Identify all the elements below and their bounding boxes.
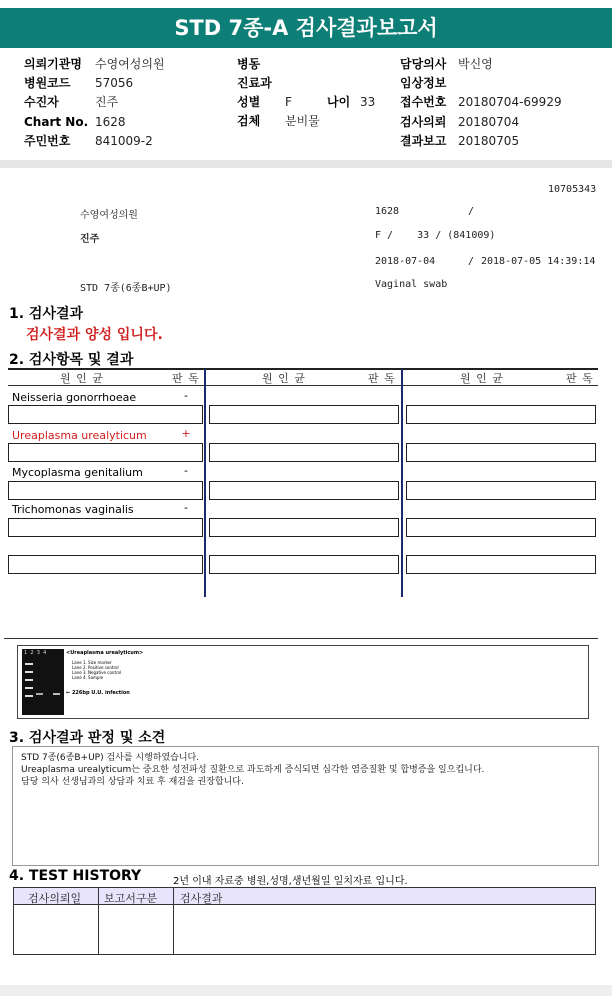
chart-label: Chart No. [24, 115, 89, 129]
organism-result: - [184, 389, 188, 402]
gel-band [36, 693, 43, 695]
opinion-box [12, 746, 599, 866]
header-row-patient [24, 93, 119, 111]
results-col-divider-1 [204, 369, 206, 597]
age-label: 나이 [327, 95, 351, 109]
gel-band [25, 663, 33, 665]
col-organism-2: 원 인 균 [262, 372, 306, 385]
header-row-requested [400, 113, 520, 131]
patient-value: 진주 [95, 95, 119, 109]
report-code: 10705343 [548, 184, 597, 195]
meta-chart: 1628 [375, 206, 400, 217]
gel-legend [72, 660, 121, 680]
header-right [400, 55, 562, 150]
doctor-value: 박신영 [458, 57, 493, 71]
requested-label: 검사의뢰 [400, 115, 447, 129]
gel-band-label-text: 226bp U.U. infection [71, 690, 130, 696]
result-cell-box [406, 481, 596, 500]
result-cell-box [406, 405, 596, 424]
col-judge-3: 판 독 [566, 372, 594, 385]
result-cell-box [406, 518, 596, 537]
meta-sex-age: F / 33 / (841009) [375, 230, 496, 241]
arrow-left-icon: ← [66, 690, 71, 696]
requested-value: 20180704 [458, 115, 520, 129]
meta-patient: 진주 [80, 234, 100, 245]
footer-band [0, 985, 612, 996]
reported-value: 20180705 [458, 134, 520, 148]
gel-legend-item: Lane 2. Positive control [72, 665, 119, 670]
meta-date-received: 2018-07-04 [375, 256, 436, 267]
gel-band-label [66, 690, 130, 696]
opinion-line: Ureaplasma urealyticum는 중요한 성전파성 질환으로 과도하게 증식되면 심각한 염증질환 및 합병증을 일으킵니다. [21, 765, 485, 775]
gel-band [25, 695, 33, 697]
organism-name: Neisseria gonorrhoeae [12, 391, 137, 404]
result-cell-box [8, 555, 203, 574]
history-col-result: 검사결과 [180, 892, 223, 905]
opinion-line: 담당 의사 선생님과의 상담과 치료 후 재검을 권장합니다. [21, 777, 244, 787]
gel-title: <Ureaplasma urealyticum> [66, 650, 144, 656]
overall-result: 검사결과 양성 입니다. [26, 327, 163, 343]
history-table-header [14, 888, 595, 905]
result-cell-box [8, 518, 203, 537]
header-row-institution [24, 55, 165, 73]
gel-electrophoresis-image [22, 649, 64, 715]
header-row-doctor [400, 55, 493, 73]
gel-lane-numbers: 1 2 3 4 [24, 650, 47, 656]
report-title: STD 7종-A 검사결과보고서 [0, 8, 612, 48]
institution-value: 수영여성의원 [95, 57, 165, 71]
gel-image-panel [17, 645, 589, 719]
history-col-date: 검사의뢰일 [28, 892, 82, 905]
gel-legend-item: Lane 1. Size marker [72, 660, 112, 665]
hospital-code-value: 57056 [95, 76, 134, 90]
doctor-label: 담당의사 [400, 57, 447, 71]
specimen-label: 검체 [237, 114, 261, 128]
institution-label: 의뢰기관명 [24, 57, 82, 71]
hospital-code-label: 병원코드 [24, 76, 71, 90]
result-cell-box [8, 481, 203, 500]
accession-label: 접수번호 [400, 95, 447, 109]
result-cell-box [209, 405, 399, 424]
section1-title: 1. 검사결과 [9, 306, 84, 322]
opinion-text [13, 747, 598, 788]
col-judge-1: 판 독 [172, 372, 200, 385]
history-note: 2년 이내 자료중 병원,성명,생년월일 일치자료 입니다. [173, 876, 408, 887]
section4-title: 4. TEST HISTORY [9, 868, 142, 884]
gel-band [25, 671, 33, 673]
results-col-divider-2 [401, 369, 403, 597]
result-cell-box [8, 443, 203, 462]
header-row-chart [24, 113, 126, 131]
gel-legend-item: Lane 3. Negative control [72, 670, 122, 675]
organism-result-positive: + [181, 427, 191, 440]
meta-chart-sep: / [468, 206, 475, 217]
result-cell-box [406, 443, 596, 462]
header-row-accession [400, 93, 562, 111]
clinical-info-label: 임상정보 [400, 76, 447, 90]
organism-name: Trichomonas vaginalis [12, 503, 134, 516]
header-left [24, 55, 165, 150]
result-cell-box [209, 481, 399, 500]
col-organism-1: 원 인 균 [60, 372, 104, 385]
history-col-divider [173, 888, 174, 954]
gel-band [25, 687, 33, 689]
meta-specimen: Vaginal swab [375, 279, 448, 290]
sex-value: F [285, 95, 292, 109]
gel-band [25, 679, 33, 681]
gel-band [53, 693, 60, 695]
header-separator [0, 160, 612, 168]
header-row-hospital-code [24, 74, 134, 92]
specimen-value: 분비물 [285, 114, 320, 128]
result-cell-box [209, 518, 399, 537]
result-cell-box [209, 555, 399, 574]
accession-value: 20180704-69929 [458, 95, 562, 109]
ward-label: 병동 [237, 57, 261, 71]
chart-value: 1628 [95, 115, 126, 129]
resident-no-value: 841009-2 [95, 134, 153, 148]
history-col-divider [98, 888, 99, 954]
result-cell-box [8, 405, 203, 424]
section-divider [4, 638, 598, 639]
organism-name: Mycoplasma genitalium [12, 466, 143, 479]
opinion-line: STD 7종(6종B+UP) 검사를 시행하였습니다. [21, 753, 200, 763]
meta-date-reported: 2018-07-05 14:39:14 [481, 256, 596, 267]
header-row-clinical-info [400, 74, 446, 92]
col-organism-3: 원 인 균 [460, 372, 504, 385]
header-row-resident-no [24, 132, 153, 150]
age-value: 33 [360, 95, 376, 109]
result-cell-box [406, 555, 596, 574]
meta-test-name: STD 7종(6종B+UP) [80, 283, 172, 294]
section3-title: 3. 검사결과 판정 및 소견 [9, 730, 166, 746]
resident-no-label: 주민번호 [24, 134, 71, 148]
gel-legend-item: Lane 4. Sample [72, 675, 104, 680]
dept-label: 진료과 [237, 76, 272, 90]
meta-hospital: 수영여성의원 [80, 210, 138, 221]
organism-name-positive: Ureaplasma urealyticum [12, 429, 147, 442]
history-col-type: 보고서구분 [104, 892, 158, 905]
result-cell-box [209, 443, 399, 462]
organism-result: - [184, 501, 188, 514]
header-row-reported [400, 132, 520, 150]
reported-label: 결과보고 [400, 134, 447, 148]
meta-date-sep: / [468, 256, 475, 267]
organism-result: - [184, 464, 188, 477]
col-judge-2: 판 독 [368, 372, 396, 385]
sex-label: 성별 [237, 95, 261, 109]
patient-label: 수진자 [24, 95, 59, 109]
section2-title: 2. 검사항목 및 결과 [9, 352, 134, 368]
